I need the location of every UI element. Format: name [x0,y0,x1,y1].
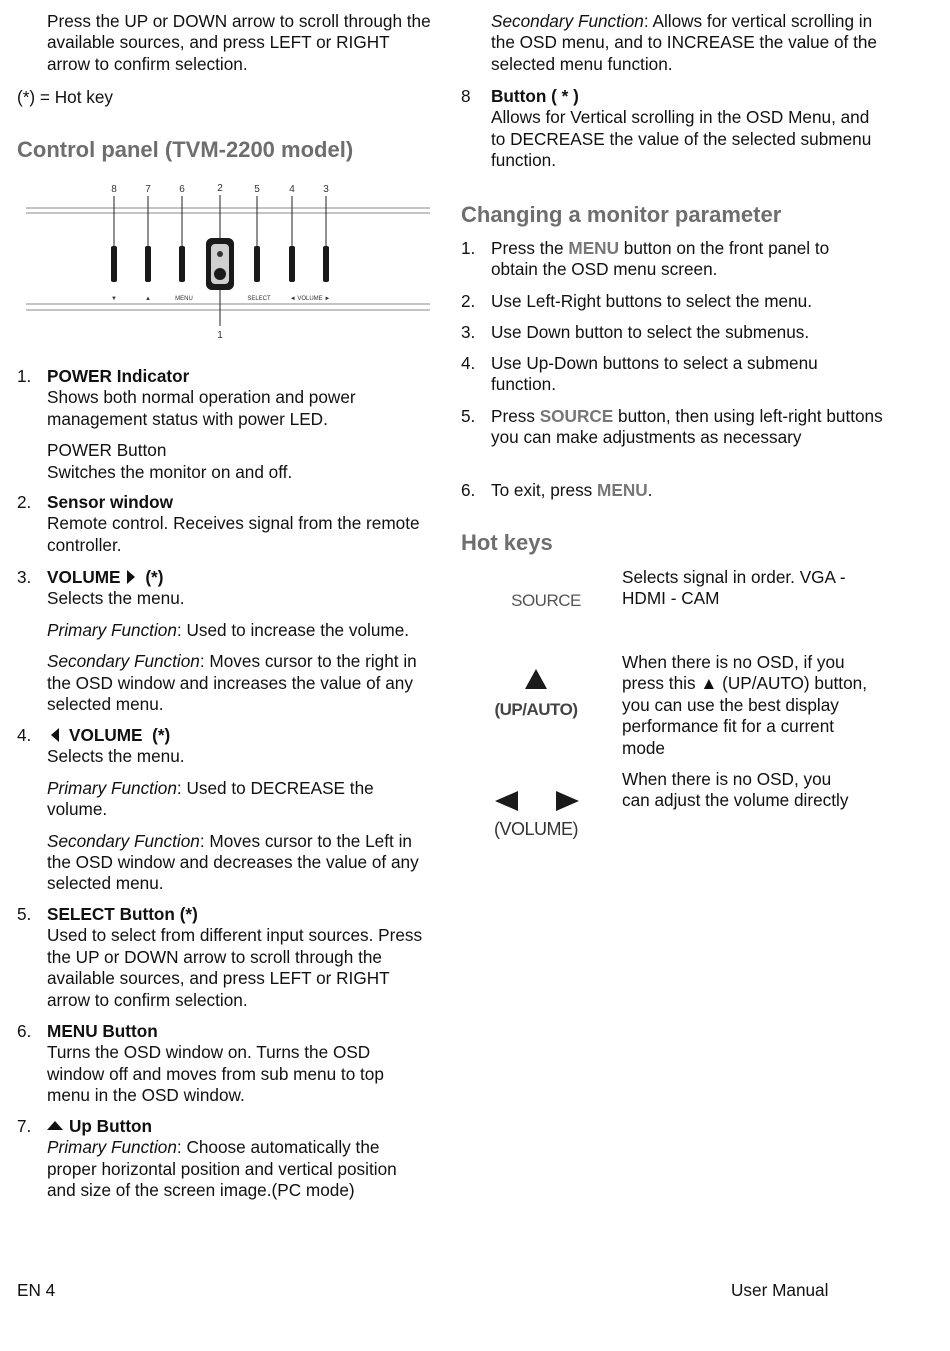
item-1-title: POWER Indicator [47,366,190,386]
hotkey-up-label: (UP/AUTO) [494,700,578,720]
item-4-desc: Selects the menu. [47,746,185,767]
diagram-number-1: 1 [217,330,223,341]
item-1 [17,366,437,483]
item-4-hot: (*) [152,725,171,745]
item-7 [17,1116,422,1202]
step-3-number: 3. [461,322,476,342]
step-4-text: Use Up-Down buttons to select a submenu function. [491,353,818,395]
step-1-post: button on the front panel to obtain the OSD menu screen. [491,238,830,280]
right-secondary-text: : Allows for vertical scrolling in the OSD menu, and to INCREASE the value of the selected menu function. [491,11,877,74]
button-7-shape [145,246,151,282]
item-3-number: 3. [17,567,32,587]
right-secondary-function [491,11,886,75]
item-1-sub-title: POWER Button [47,440,167,461]
item-3-secondary-label: Secondary Function [47,651,200,672]
item-4-primary-label: Primary Function [47,777,177,798]
item-3-primary-text: : Used to increase the volume. [176,619,410,640]
step-6 [461,480,886,501]
diagram-label-select: SELECT [247,296,271,302]
hotkey-volume-desc: When there is no OSD, you can adjust the volume directly [622,769,849,811]
item-7-number: 7. [17,1116,32,1136]
item-5-title: SELECT Button (*) [47,904,198,924]
item-8 [461,86,886,172]
changing-parameter-heading: Changing a monitor parameter [461,202,782,227]
item-5-number: 5. [17,904,32,924]
step-3-text: Use Down button to select the submenus. [491,322,810,342]
button-4-shape [289,246,295,282]
right-secondary-label: Secondary Function [491,11,644,31]
control-panel-heading: Control panel (TVM-2200 model) [17,137,354,162]
hotkey-up-graphic [488,668,584,721]
item-3-title: VOLUME [47,567,121,587]
diagram-number-8: 8 [111,184,117,195]
item-4-title: VOLUME [69,725,143,745]
hotkey-source-label: SOURCE [511,591,581,610]
item-2-title: Sensor window [47,492,174,512]
item-6-desc: Turns the OSD window on. Turns the OSD window off and moves from sub menu to top menu in the OSD window. [47,1042,384,1106]
item-4-primary-text: : Used to DECREASE the volume. [47,777,374,820]
item-4-secondary-label: Secondary Function [47,830,200,851]
button-3-shape [323,246,329,282]
item-1-number: 1. [17,366,32,386]
item-8-title: Button ( * ) [491,86,579,106]
hotkey-up-desc: When there is no OSD, if you press this ▲ (UP/AUTO) button, you can use the best display performance fit for a current mode [622,652,867,758]
item-4-number: 4. [17,725,32,745]
item-2 [17,492,437,556]
item-8-desc: Allows for Vertical scrolling in the OSD Menu, and to DECREASE the value of the selected submenu function. [491,107,872,171]
left-arrow-icon [51,728,59,742]
item-6 [17,1021,417,1107]
item-3 [17,567,445,715]
item-3-desc: Selects the menu. [47,588,185,609]
step-2-number: 2. [461,291,476,311]
step-3 [461,322,891,343]
diagram-label-up: ▲ [145,296,151,302]
hotkey-volume-label: (VOLUME) [493,819,578,840]
step-5-post: button, then using left-right buttons you can make adjustments as necessary [491,406,883,448]
right-arrow-icon [127,570,135,584]
diagram-label-volume: ◄ VOLUME ► [289,296,331,302]
step-4-number: 4. [461,353,476,373]
item-3-primary-label: Primary Function [47,619,177,640]
footer-page-number: EN 4 [17,1280,56,1300]
step-4 [461,353,886,396]
hotkey-source-desc: Selects signal in order. VGA - HDMI - CAM [622,567,846,609]
item-3-secondary-text: : Moves cursor to the right in the OSD window and increases the value of any selected menu. [47,651,417,715]
diagram-number-7: 7 [145,184,151,195]
item-7-primary-label: Primary Function [47,1137,177,1158]
diagram-number-5: 5 [254,184,260,195]
up-triangle-icon [524,668,548,690]
up-arrow-icon [47,1121,63,1130]
step-1-key: MENU [568,238,619,258]
item-3-hot: (*) [145,567,164,587]
step-2-text: Use Left-Right buttons to select the menu. [491,291,813,311]
step-6-post: . [647,480,653,500]
step-5-pre: Press [491,406,540,426]
hotkey-volume-graphic [486,790,586,841]
button-8-shape [111,246,117,282]
diagram-label-menu: MENU [175,296,193,302]
item-2-number: 2. [17,492,32,512]
item-1-desc: Shows both normal operation and power management status with power LED. [47,387,356,429]
footer-manual-title: User Manual [731,1280,829,1300]
hot-keys-heading: Hot keys [461,530,553,555]
control-panel-diagram [0,178,440,343]
diagram-number-3: 3 [323,184,329,195]
hot-key-note: (*) = Hot key [17,87,113,107]
item-8-number: 8 [461,86,471,106]
step-6-key: MENU [597,480,648,500]
step-1-pre: Press the [491,238,569,258]
item-5-desc: Used to select from different input sources. Press the UP or DOWN arrow to scroll through the available sources, and press LEFT or RIGHT arrow to confirm selection. [47,925,423,1010]
item-7-title: Up Button [69,1116,153,1136]
item-7-primary-text: : Choose automatically the proper horizontal position and vertical position and size of the screen image.(PC mode) [47,1137,397,1201]
button-5-shape [254,246,260,282]
step-5 [461,406,886,449]
item-4 [17,725,445,895]
item-2-desc: Remote control. Receives signal from the remote controller. [47,513,420,555]
hotkey-source-graphic [501,590,591,611]
button-6-shape [179,246,185,282]
step-5-number: 5. [461,406,476,426]
item-6-title: MENU Button [47,1021,158,1041]
diagram-number-2: 2 [217,183,223,194]
step-2 [461,291,891,312]
step-1-number: 1. [461,238,476,258]
step-1 [461,238,871,281]
item-5 [17,904,437,1011]
step-5-key: SOURCE [539,406,614,426]
item-6-number: 6. [17,1021,32,1041]
diagram-number-4: 4 [289,184,295,195]
diagram-number-6: 6 [179,184,185,195]
intro-text: Press the UP or DOWN arrow to scroll through the available sources, and press LEFT or RIGHT arrow to confirm selection. [47,11,431,74]
step-6-pre: To exit, press [491,480,598,500]
volume-arrows-icon [491,790,581,812]
item-1-sub-desc: Switches the monitor on and off. [47,461,293,482]
diagram-label-down: ▼ [111,296,117,302]
item-4-secondary-text: : Moves cursor to the Left in the OSD window and decreases the value of any selected menu. [47,830,419,894]
step-6-number: 6. [461,480,476,500]
